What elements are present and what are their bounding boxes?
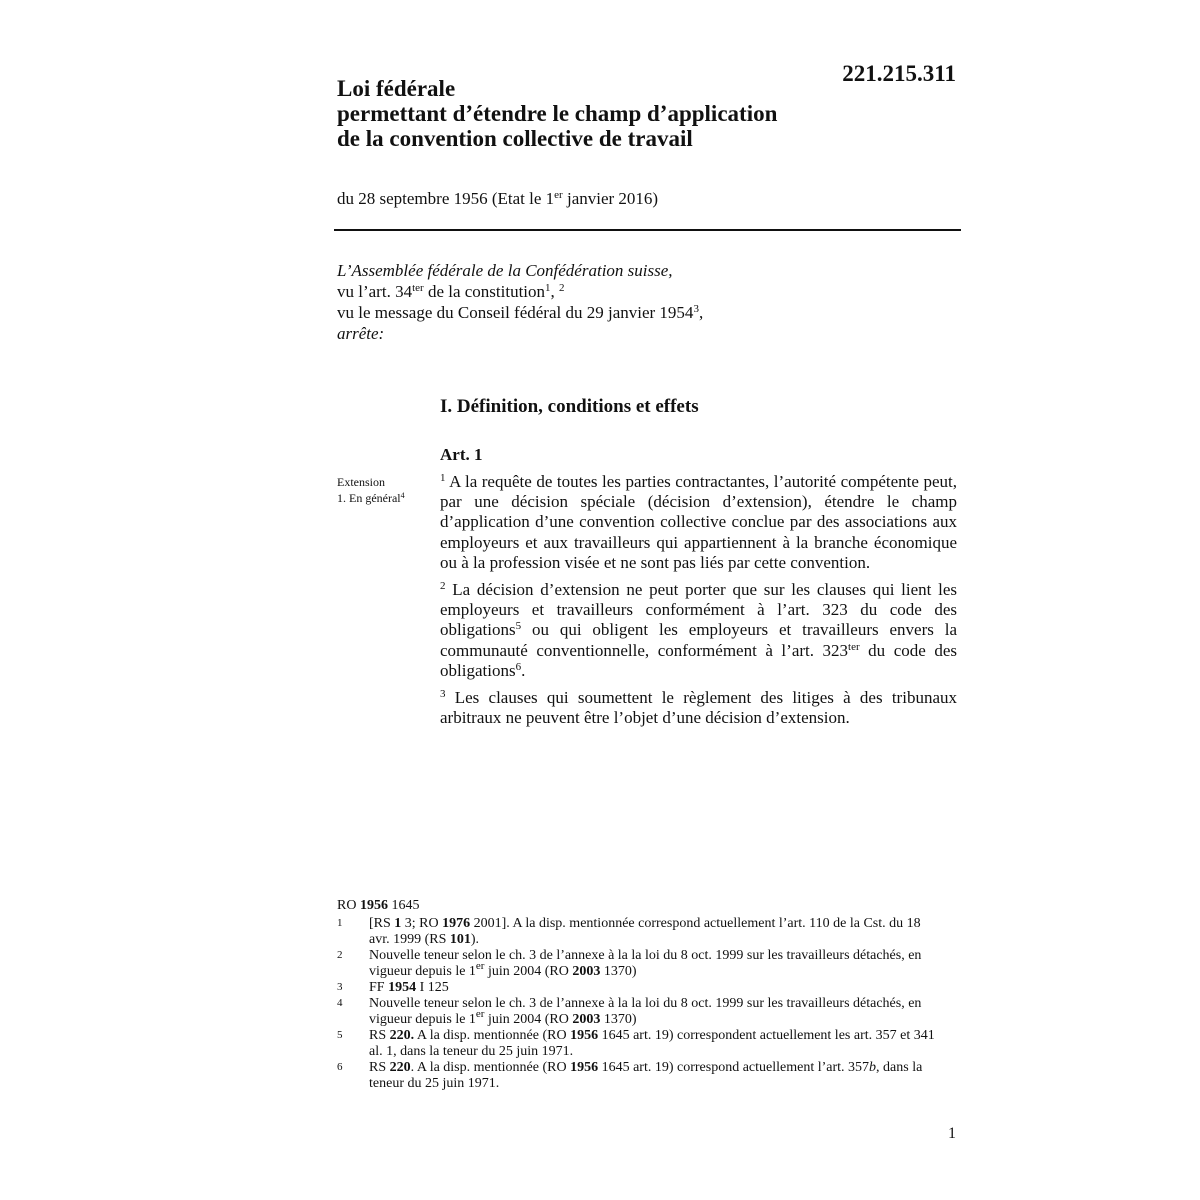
- preamble-considerant-message: vu le message du Conseil fédéral du 29 janvier 1954$^3$,: [337, 303, 704, 322]
- article-paragraph-2: $^2$ La décision d’extension ne peut porter que sur les clauses qui lient les employeurs et travailleurs conformément à l’art. 323 du code des obligations$^5$ ou qui obligent les employeurs et travailleurs envers la communauté conventionnelle, conformément à l’art. $323^{ter}$ du code des obligations$^6$.: [440, 580, 957, 680]
- footnote-4-text: Nouvelle teneur selon le ch. 3 de l’annexe à la la loi du 8 oct. 1999 sur les travailleurs détachés, en vigueur depuis le 1er juin 2004 (RO 2003 1370): [369, 996, 922, 1027]
- footnote-4-number: 4: [337, 997, 343, 1009]
- footnote-ref-2[interactable]: 2: [559, 282, 565, 294]
- preamble: [337, 260, 957, 344]
- law-title-line-2: permettant d’étendre le champ d’application: [337, 101, 778, 126]
- footnote-ref-6[interactable]: 6: [515, 660, 522, 673]
- footnote-ref-1[interactable]: 1: [545, 282, 551, 294]
- article-body: [440, 472, 957, 735]
- footnote-5: [337, 1028, 957, 1060]
- footnote-3-number: 3: [337, 981, 343, 993]
- footnote-6-text: RS 220. A la disp. mentionnée (RO 1956 1645 art. 19) correspond actuellement l’art. 357b, dans la teneur du 25 juin 1971.: [369, 1060, 923, 1091]
- marginal-note-line-2: 1. En général$^4$: [337, 491, 405, 505]
- footnote-ref-3[interactable]: 3: [693, 303, 699, 315]
- article-paragraph-1: $^1$ A la requête de toutes les parties contractantes, l’autorité compétente peut, par une décision spéciale (décision d’extension), étendre le champ d’application d’une convention collective conclue par des associations aux employeurs et aux travailleurs qui appartiennent à la branche économique ou à la profession visée et ne sont pas liés par cette convention.: [440, 472, 957, 572]
- footnote-1-number: 1: [337, 917, 343, 929]
- preamble-considerant-constitution: vu l’art. $34^{ter}$ de la constitution$^1$, $^2$: [337, 282, 565, 301]
- article-paragraph-3: $^3$ Les clauses qui soumettent le règlement des litiges à des tribunaux arbitraux ne peuvent être l’objet d’une décision d’extension.: [440, 688, 957, 728]
- footnote-6: [337, 1060, 957, 1092]
- footnote-1-text: [RS 1 3; RO 1976 2001]. A la disp. mentionnée correspond actuellement l’art. 110 de la Cst. du 18 avr. 1999 (RS 101).: [369, 916, 921, 947]
- marginal-note: [337, 474, 437, 506]
- law-title-line-3: de la convention collective de travail: [337, 126, 693, 151]
- footnote-2: [337, 948, 957, 980]
- preamble-authority: L’Assemblée fédérale de la Confédération suisse,: [337, 261, 673, 280]
- law-title-line-1: Loi fédérale: [337, 76, 456, 101]
- footnote-6-number: 6: [337, 1061, 343, 1073]
- marginal-note-line-1: Extension: [337, 475, 385, 489]
- section-title: I. Définition, conditions et effets: [440, 396, 699, 417]
- footnote-ref-5[interactable]: 5: [515, 620, 522, 633]
- footnote-1: [337, 916, 957, 948]
- systematic-number: 221.215.311: [842, 61, 956, 86]
- footnote-3: [337, 980, 957, 996]
- footnote-ro-reference: RO 1956 1645: [337, 898, 420, 913]
- page-number: 1: [948, 1125, 956, 1142]
- footnote-4: [337, 996, 957, 1028]
- footnote-5-number: 5: [337, 1029, 343, 1041]
- preamble-decision: arrête:: [337, 324, 385, 343]
- footnote-2-number: 2: [337, 949, 343, 961]
- footnote-2-text: Nouvelle teneur selon le ch. 3 de l’annexe à la la loi du 8 oct. 1999 sur les travailleurs détachés, en vigueur depuis le 1er juin 2004 (RO 2003 1370): [369, 948, 922, 979]
- footnotes: [337, 898, 957, 1092]
- article-title: Art. 1: [440, 445, 483, 464]
- title-divider: [334, 229, 961, 231]
- footnote-ref-4[interactable]: 4: [400, 491, 405, 500]
- footnote-3-text: FF 1954 I 125: [369, 980, 449, 995]
- footnote-5-text: RS 220. A la disp. mentionnée (RO 1956 1645 art. 19) correspondent actuellement les art. 357 et 341 al. 1, dans la teneur du 25 juin 1971.: [369, 1028, 935, 1059]
- law-date: du 28 septembre 1956 (Etat le 1er janvier 2016): [337, 189, 659, 208]
